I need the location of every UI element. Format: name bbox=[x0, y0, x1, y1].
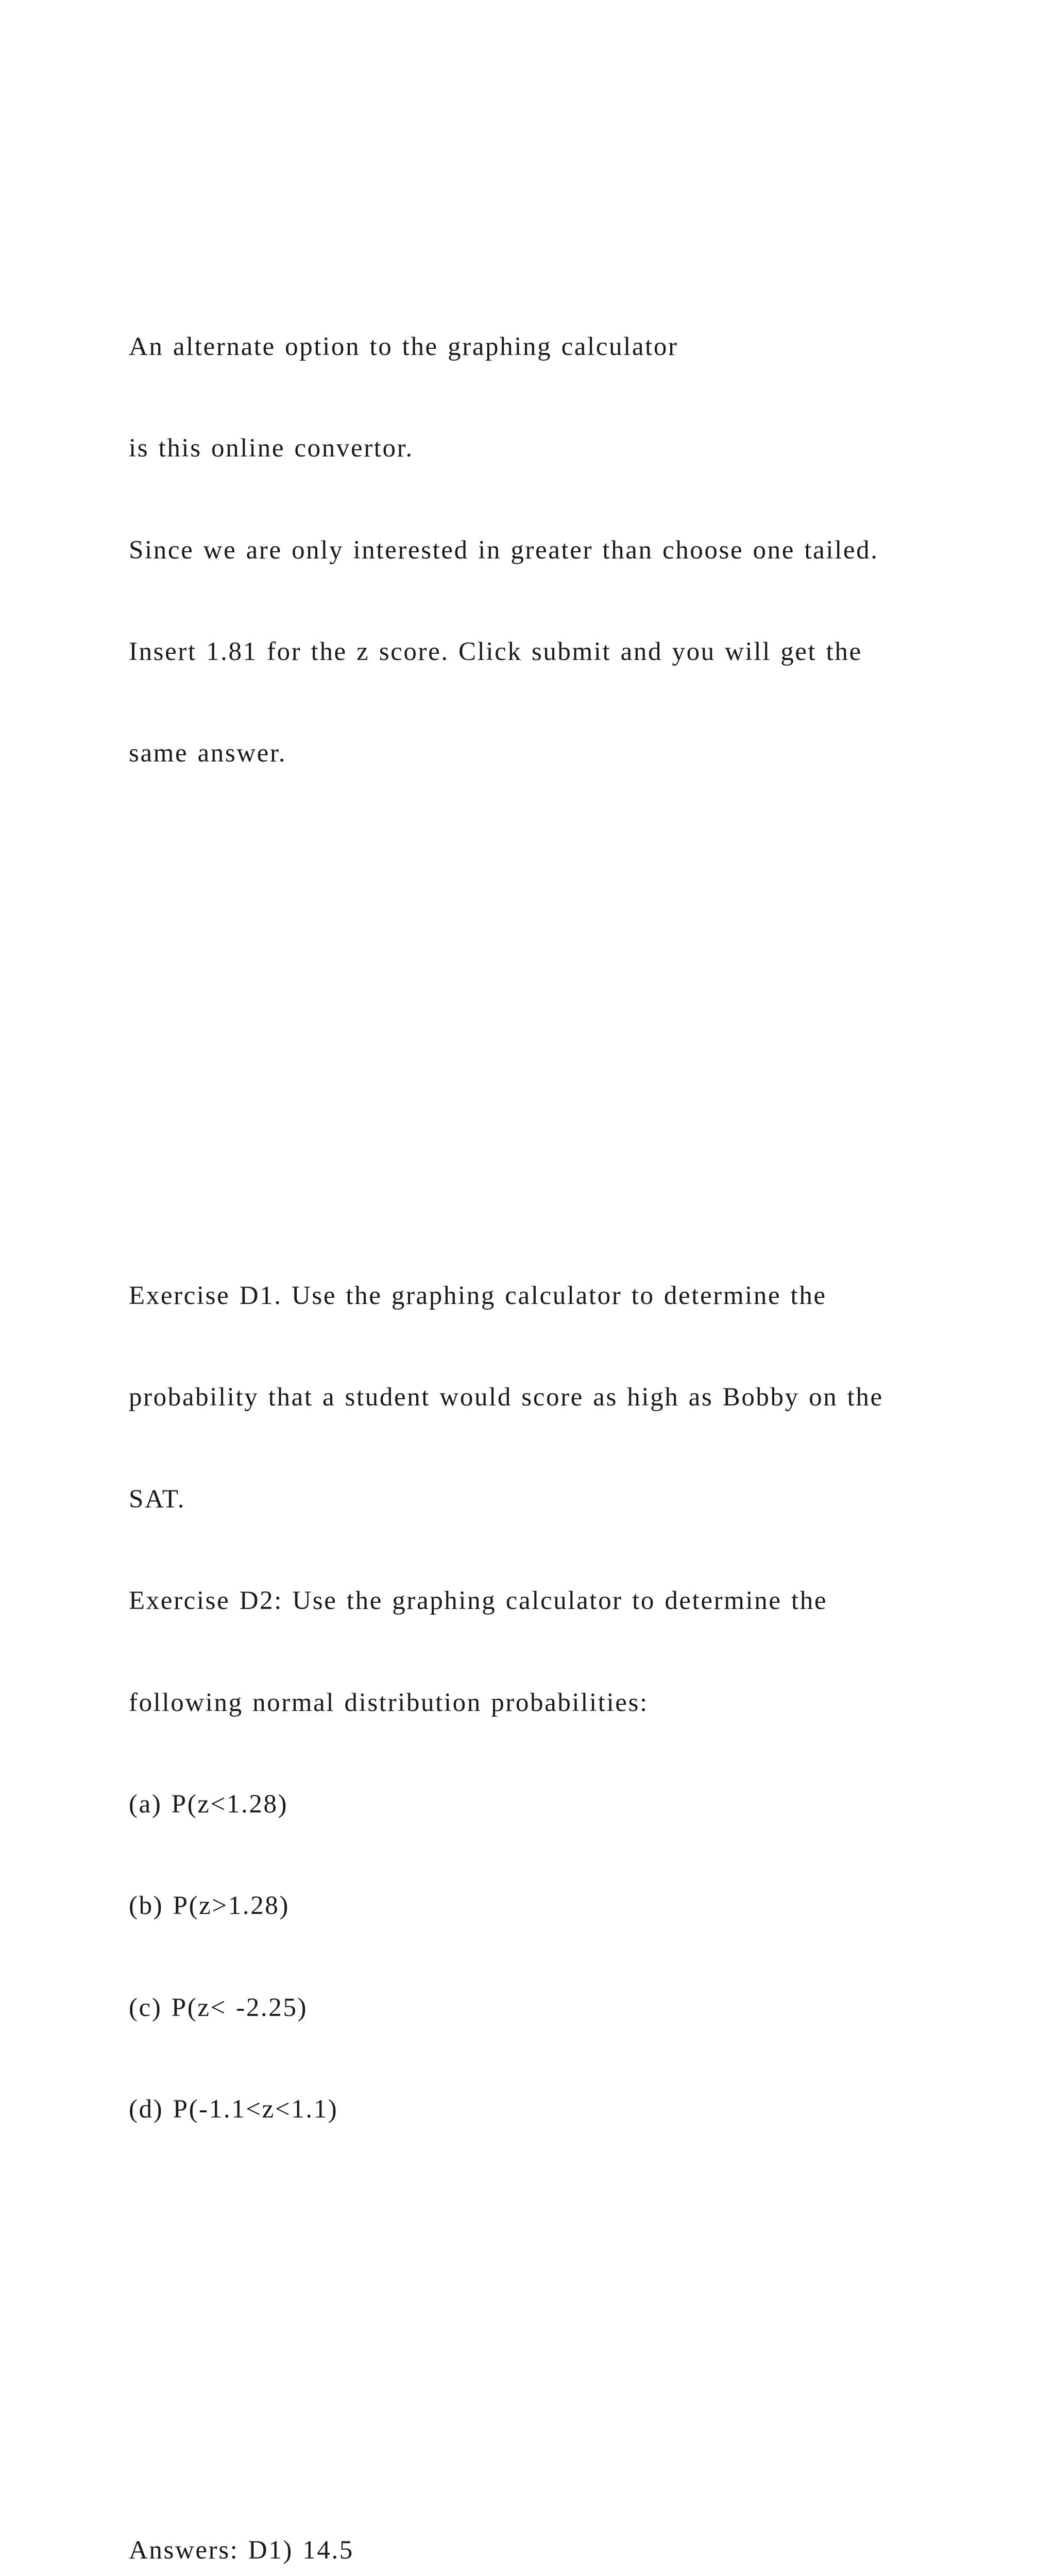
blank-line bbox=[129, 940, 1005, 974]
blank-line bbox=[129, 2296, 1005, 2330]
text-line: Answers: D1) 14.5 bbox=[129, 2535, 354, 2565]
blank-line bbox=[129, 1042, 1005, 1076]
text-line: same answer. bbox=[129, 739, 287, 768]
text-line: Exercise D2: Use the graphing calculator to determine the bbox=[129, 1586, 828, 1616]
text-line: (c) P(z< -2.25) bbox=[129, 1993, 308, 2022]
text-line: An alternate option to the graphing calculator bbox=[129, 332, 678, 361]
text-line: (b) P(z>1.28) bbox=[129, 1891, 290, 1921]
paragraph-online-convertor bbox=[129, 262, 1005, 839]
text-line: (a) P(z<1.28) bbox=[129, 1790, 288, 1819]
text-line: (d) P(-1.1<z<1.1) bbox=[129, 2095, 338, 2124]
text-line: Since we are only interested in greater than choose one tailed. bbox=[129, 535, 879, 565]
text-line: following normal distribution probabilities: bbox=[129, 1688, 649, 1717]
text-line: Exercise D1. Use the graphing calculator to determine the bbox=[129, 1281, 827, 1311]
paragraph-answers bbox=[129, 2466, 1005, 2576]
paragraph-exercises bbox=[129, 1212, 1005, 2195]
document-body bbox=[129, 127, 1005, 2576]
text-line: probability that a student would score as high as Bobby on the bbox=[129, 1383, 883, 1412]
text-line: SAT. bbox=[129, 1484, 186, 1514]
text-line: Insert 1.81 for the z score. Click submit and you will get the bbox=[129, 637, 862, 666]
text-line: is this online convertor. bbox=[129, 434, 414, 463]
